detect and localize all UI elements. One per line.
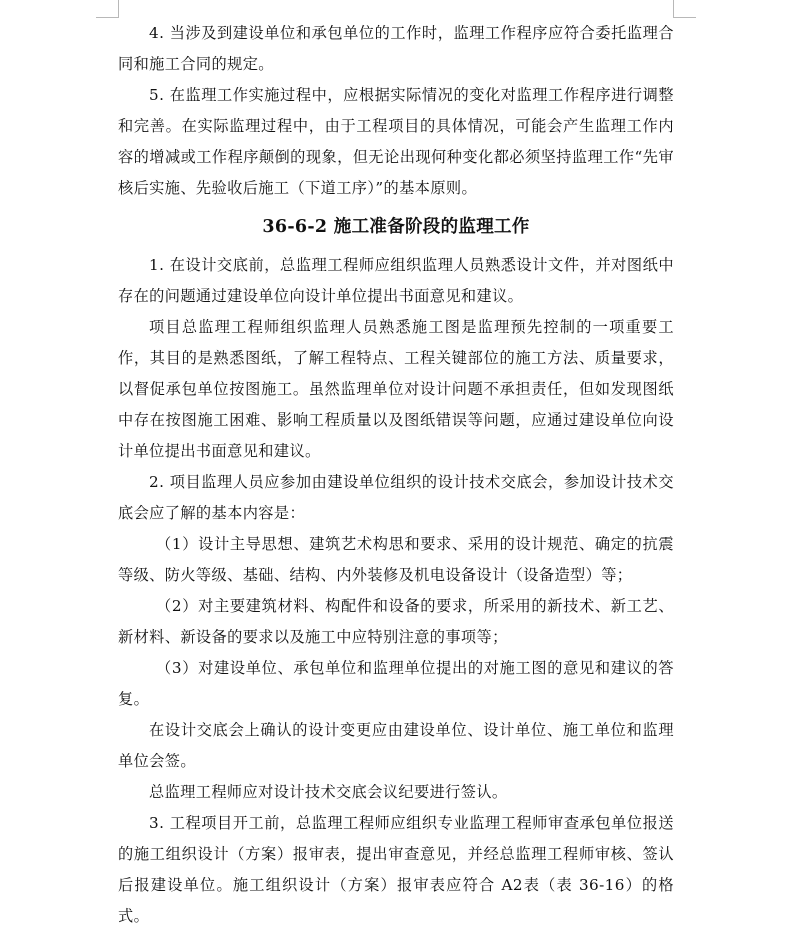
paragraph-item-5: 5. 在监理工作实施过程中，应根据实际情况的变化对监理工作程序进行调整和完善。在实际监理过程中，由于工程项目的具体情况，可能会产生监理工作内容的增减或工作程序颠倒的现象，但无论出现何种变化都必须坚持监理工作“先审核后实施、先验收后施工（下道工序）”的基本原则。 [118, 86, 674, 197]
paragraph-subitem-1: （1）设计主导思想、建筑艺术构思和要求、采用的设计规范、确定的抗震等级、防火等级、基础、结构、内外装修及机电设备设计（设备造型）等； [118, 535, 674, 584]
section-heading: 36-6-2 施工准备阶段的监理工作 [262, 217, 530, 237]
paragraph-item-1: 1. 在设计交底前，总监理工程师应组织监理人员熟悉设计文件，并对图纸中存在的问题通过建设单位向设计单位提出书面意见和建议。 [118, 256, 674, 305]
paragraph-subitem-3: （3）对建设单位、承包单位和监理单位提出的对施工图的意见和建议的答复。 [118, 659, 674, 708]
paragraph-design-change: 在设计交底会上确认的设计变更应由建设单位、设计单位、施工单位和监理单位会签。 [118, 721, 674, 770]
paragraph-drawing-review: 项目总监理工程师组织监理人员熟悉施工图是监理预先控制的一项重要工作，其目的是熟悉图纸，了解工程特点、工程关键部位的施工方法、质量要求，以督促承包单位按图施工。虽然监理单位对设计问题不承担责任，但如发现图纸中存在按图施工困难、影响工程质量以及图纸错误等问题，应通过建设单位向设计单位提出书面意见和建议。 [118, 318, 674, 460]
document-body [118, 18, 674, 932]
paragraph-item-3: 3. 工程项目开工前，总监理工程师应组织专业监理工程师审查承包单位报送的施工组织设计（方案）报审表，提出审查意见，并经总监理工程师审核、签认后报建设单位。施工组织设计（方案）报审表应符合 A2表（表 36-16）的格式。 [118, 814, 674, 925]
paragraph-item-2: 2. 项目监理人员应参加由建设单位组织的设计技术交底会，参加设计技术交底会应了解的基本内容是： [118, 473, 674, 522]
paragraph-item-4: 4. 当涉及到建设单位和承包单位的工作时，监理工作程序应符合委托监理合同和施工合同的规定。 [118, 24, 674, 73]
paragraph-subitem-2: （2）对主要建筑材料、构配件和设备的要求，所采用的新技术、新工艺、新材料、新设备的要求以及施工中应特别注意的事项等； [118, 597, 674, 646]
page-corner-mark-right [673, 0, 696, 18]
paragraph-meeting-minutes: 总监理工程师应对设计技术交底会议纪要进行签认。 [149, 783, 508, 801]
page-corner-mark-left [96, 0, 119, 18]
